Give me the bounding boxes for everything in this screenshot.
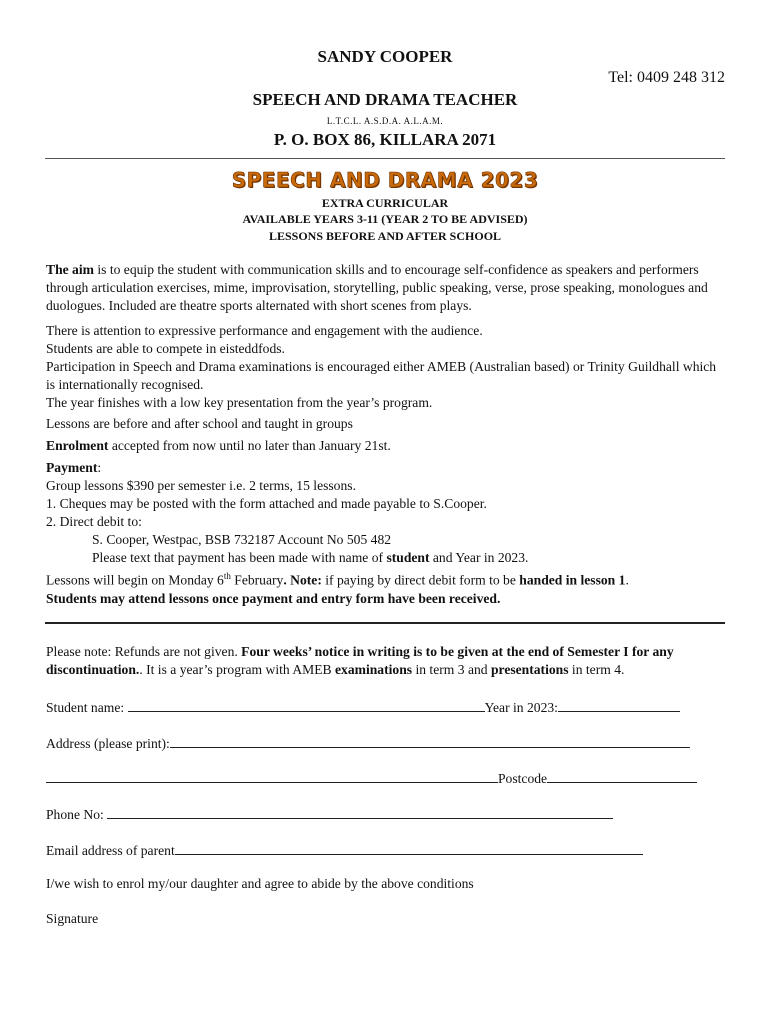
notice-requirement: Four weeks’ notice in writing is to be given at the end of Semester I for any discontinuation.	[46, 644, 674, 677]
address-field[interactable]	[170, 733, 690, 748]
student-name-field[interactable]	[128, 697, 485, 712]
aim-label: The aim	[46, 262, 94, 277]
refund-notice: Please note: Refunds are not given. Four weeks’ notice in writing is to be given at the end of Semester I for any discontinuation.. It is a year’s program with AMEB examinations in term 3 and presentations in term 4.	[46, 644, 674, 677]
subheading-lessons: LESSONS BEFORE AND AFTER SCHOOL	[268, 229, 502, 243]
attendance-requirement: Students may attend lessons once payment and entry form have been received.	[46, 590, 501, 606]
detail-line: The year finishes with a low key presentation from the year’s program.	[46, 395, 433, 410]
subheading-years: AVAILABLE YEARS 3-11 (YEAR 2 TO BE ADVISED)	[242, 212, 528, 226]
detail-line: Participation in Speech and Drama examinations is encouraged either AMEB (Australian based) or Trinity Guildhall which is internationally recognised.	[46, 359, 717, 392]
bank-account-details: S. Cooper, Westpac, BSB 732187 Account No 505 482	[92, 532, 392, 547]
direct-debit-option: 2. Direct debit to:	[46, 514, 142, 529]
enrolment-line	[46, 437, 728, 455]
telephone: Tel: 0409 248 312	[608, 69, 725, 86]
student-name-label: Student name:	[46, 700, 128, 715]
form-divider	[45, 622, 725, 624]
phone-field[interactable]	[107, 804, 613, 819]
payment-colon: :	[97, 460, 102, 475]
phone-label: Phone No:	[46, 807, 108, 822]
payment-text-instruction: Please text that payment has been made with name of student and Year in 2023.	[92, 550, 529, 565]
teacher-title: SPEECH AND DRAMA TEACHER	[252, 90, 518, 109]
enrolment-text: accepted from now until no later than January 21st.	[108, 438, 391, 453]
banner-heading: SPEECH AND DRAMA 2023	[231, 168, 539, 192]
email-field[interactable]	[175, 840, 643, 855]
teacher-name: SANDY COOPER	[317, 47, 453, 66]
aim-paragraph	[46, 261, 728, 315]
payment-section	[46, 459, 728, 567]
address-label: Address (please print):	[46, 736, 170, 751]
enrolment-label: Enrolment	[46, 438, 109, 453]
postcode-label: Postcode	[498, 771, 548, 786]
year-label: Year in 2023:	[484, 700, 558, 715]
email-row	[46, 840, 643, 859]
phone-row	[46, 804, 613, 823]
detail-line: There is attention to expressive performance and engagement with the audience.	[46, 323, 483, 338]
postcode-row	[46, 768, 697, 787]
address-row	[46, 733, 690, 752]
email-label: Email address of parent	[46, 843, 175, 858]
agreement-statement: I/we wish to enrol my/our daughter and agree to abide by the above conditions	[46, 876, 474, 891]
qualifications: L.T.C.L. A.S.D.A. A.L.A.M.	[326, 116, 444, 126]
details-paragraph	[46, 322, 728, 412]
cheque-option: 1. Cheques may be posted with the form attached and made payable to S.Cooper.	[46, 496, 487, 511]
student-name-row	[46, 697, 680, 716]
aim-text: is to equip the student with communication skills and to encourage self-confidence as speakers and performers through articulation exercises, mime, improvisation, storytelling, public speaking, verse, prose speaking, monologues and duologues. Included are theatre sports alternated with short scenes from plays.	[46, 262, 708, 313]
header-divider	[45, 158, 725, 159]
postcode-field[interactable]	[547, 768, 697, 783]
year-field[interactable]	[558, 697, 680, 712]
postal-address: P. O. BOX 86, KILLARA 2071	[273, 130, 497, 149]
group-lessons-fee: Group lessons $390 per semester i.e. 2 terms, 15 lessons.	[46, 478, 356, 493]
detail-line: Students are able to compete in eisteddfods.	[46, 341, 285, 356]
start-date-notice: Lessons will begin on Monday 6th February. Note: if paying by direct debit form to be handed in lesson 1. Students may attend lessons once payment and entry form have been received.	[46, 571, 629, 606]
lessons-line: Lessons are before and after school and taught in groups	[46, 416, 353, 431]
address-line-2-field[interactable]	[46, 768, 498, 783]
subheading-extra-curricular: EXTRA CURRICULAR	[321, 196, 449, 210]
student-emphasis: student	[386, 550, 430, 565]
signature-label: Signature	[46, 911, 99, 926]
payment-label: Payment	[46, 460, 98, 475]
